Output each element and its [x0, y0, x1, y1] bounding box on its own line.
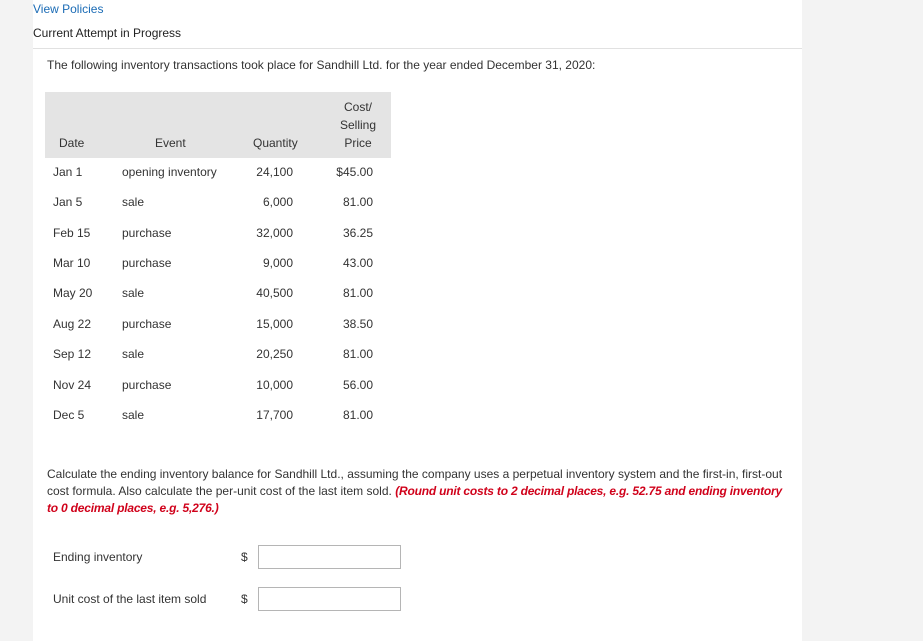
- content-panel: [33, 0, 802, 641]
- cell-price: $45.00: [336, 165, 373, 179]
- cell-date: Jan 1: [53, 165, 83, 179]
- view-policies-link[interactable]: View Policies: [33, 2, 104, 16]
- table-row: [45, 256, 391, 286]
- cell-quantity: 10,000: [256, 378, 293, 392]
- cell-date: Feb 15: [53, 226, 91, 240]
- cell-quantity: 40,500: [256, 286, 293, 300]
- cell-date: Dec 5: [53, 408, 85, 422]
- cell-price: 81.00: [342, 347, 373, 361]
- table-row: [45, 226, 391, 256]
- cell-quantity: 24,100: [256, 165, 293, 179]
- header-price-line2: Selling: [339, 118, 377, 132]
- table-header: [45, 92, 391, 158]
- cell-quantity: 17,700: [256, 408, 293, 422]
- cell-event: purchase: [122, 378, 172, 392]
- table-row: [45, 347, 391, 377]
- cell-event: purchase: [122, 256, 172, 270]
- intro-text: The following inventory transactions took place for Sandhill Ltd. for the year ended December 31, 2020:: [47, 58, 596, 72]
- cell-event: purchase: [122, 317, 172, 331]
- cell-price: 81.00: [342, 195, 373, 209]
- unit-cost-currency: $: [241, 592, 248, 606]
- cell-event: sale: [122, 347, 145, 361]
- cell-quantity: 32,000: [256, 226, 293, 240]
- unit-cost-label: Unit cost of the last item sold: [53, 592, 207, 606]
- ending-inventory-label: Ending inventory: [53, 550, 143, 564]
- table-row: [45, 317, 391, 347]
- cell-event: sale: [122, 195, 145, 209]
- ending-inventory-currency: $: [241, 550, 248, 564]
- cell-date: May 20: [53, 286, 93, 300]
- table-row: [45, 378, 391, 408]
- table-row: [45, 408, 391, 438]
- rounding-instruction: (Round unit costs to 2 decimal places, e.g. 52.75 and ending inventory to 0 decimal places, e.g. 5,276.): [47, 484, 782, 515]
- question-text: [47, 466, 787, 517]
- cell-event: purchase: [122, 226, 172, 240]
- cell-price: 81.00: [342, 286, 373, 300]
- cell-event: sale: [122, 408, 145, 422]
- table-row: [45, 286, 391, 316]
- cell-price: 36.25: [342, 226, 373, 240]
- cell-quantity: 6,000: [262, 195, 293, 209]
- cell-date: Nov 24: [53, 378, 92, 392]
- unit-cost-input[interactable]: [258, 587, 401, 611]
- cell-event: opening inventory: [122, 165, 217, 179]
- table-row: [45, 195, 391, 225]
- cell-event: sale: [122, 286, 145, 300]
- cell-date: Aug 22: [53, 317, 92, 331]
- divider: [33, 48, 802, 49]
- cell-price: 38.50: [342, 317, 373, 331]
- table-row: [45, 165, 391, 195]
- cell-price: 56.00: [342, 378, 373, 392]
- cell-quantity: 9,000: [262, 256, 293, 270]
- cell-quantity: 20,250: [256, 347, 293, 361]
- cell-price: 43.00: [342, 256, 373, 270]
- header-date: Date: [59, 136, 85, 150]
- header-quantity: Quantity: [253, 136, 298, 150]
- cell-quantity: 15,000: [256, 317, 293, 331]
- question-body: Calculate the ending inventory balance for Sandhill Ltd., assuming the company uses a perpetual inventory system and the first-in, first-out cost formula. Also calculate the per-unit cost of the last item sold.: [47, 467, 783, 498]
- attempt-status: Current Attempt in Progress: [33, 26, 182, 40]
- header-event: Event: [155, 136, 186, 150]
- header-price-line1: Cost/: [343, 100, 372, 114]
- cell-date: Sep 12: [53, 347, 92, 361]
- cell-date: Jan 5: [53, 195, 83, 209]
- header-price-line3: Price: [344, 136, 372, 150]
- cell-price: 81.00: [342, 408, 373, 422]
- ending-inventory-input[interactable]: [258, 545, 401, 569]
- cell-date: Mar 10: [53, 256, 91, 270]
